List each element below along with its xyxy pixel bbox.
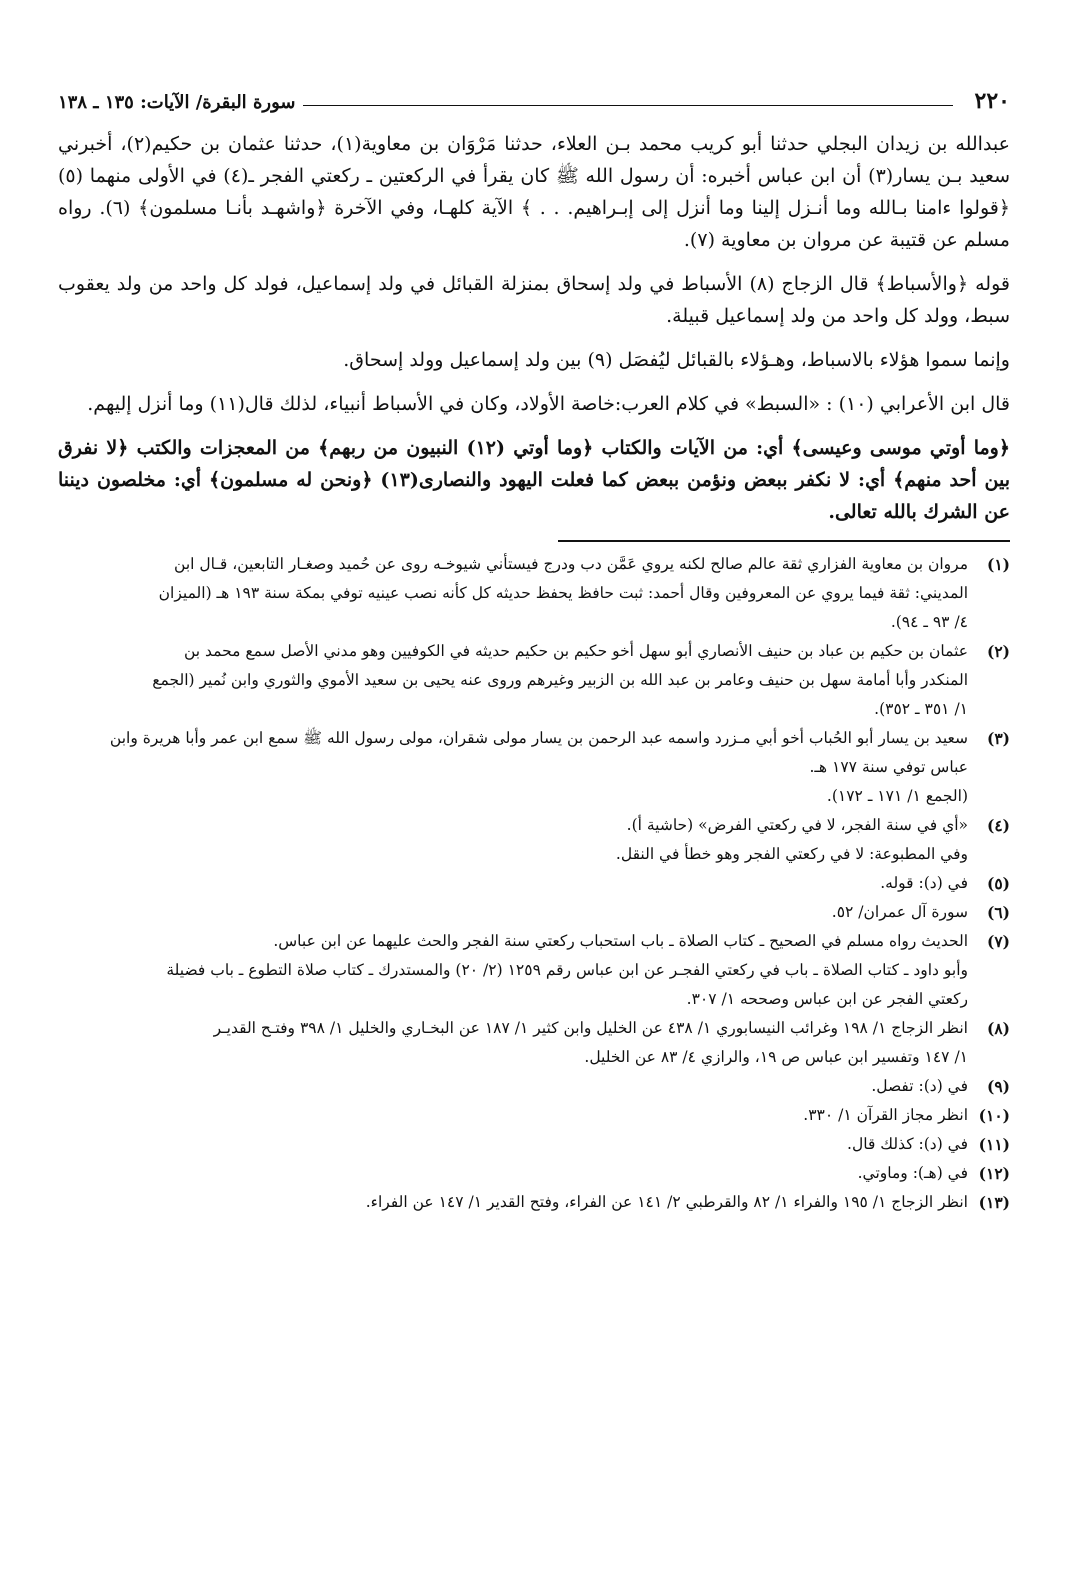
footnote-text <box>58 1188 968 1217</box>
paragraph-asbat-zajjaj: قوله ﴿والأسباط﴾ قال الزجاج (٨) الأسباط في ولد إسحاق بمنزلة القبائل في ولد إسماعيل، فولد كل واحد من ولد يعقوب سبط، وولد كل واحد من ولد إسماعيل قبيلة. <box>58 273 1010 327</box>
footnote-line: ركعتي الفجر عن ابن عباس وصححه ١/ ٣٠٧. <box>686 990 968 1008</box>
paragraph-tafsir-ayah: ﴿وما أوتي موسى وعيسى﴾ أي: من الآيات والكتاب ﴿وما أوتي (١٢) النبيون من ربهم﴾ من المعجزات والكتب ﴿لا نفرق بين أحد منهم﴾ أي: لا نكفر ببعض ونؤمن ببعض كما فعلت اليهود والنصارى(١٣) ﴿ونحن له مسلمون﴾ أي: مخلصون ديننا عن الشرك بالله تعالى. <box>58 437 1010 523</box>
footnote <box>58 811 1010 840</box>
footnote <box>58 1101 1010 1130</box>
footnote-text <box>58 869 968 898</box>
footnote-line: ٤/ ٩٣ ـ ٩٤). <box>890 613 968 631</box>
footnote-number: (٨) <box>986 1019 1010 1038</box>
footnote-number: (١) <box>986 555 1010 574</box>
footnote <box>58 927 1010 956</box>
footnote-line: وفي المطبوعة: لا في ركعتي الفجر وهو خطأ في النقل. <box>615 845 968 863</box>
footnote-text <box>58 1130 968 1159</box>
footnote-number: (٧) <box>986 932 1010 951</box>
footnote-number: (٩) <box>986 1077 1010 1096</box>
footnote-line: في (هـ): وماوتي. <box>857 1164 968 1182</box>
footnote-line: ١/ ٣٥١ ـ ٣٥٢). <box>874 700 968 718</box>
footnote-number: (٢) <box>986 642 1010 661</box>
footnote-line: الحديث رواه مسلم في الصحيح ـ كتاب الصلاة ـ باب استحباب ركعتي سنة الفجر والحث عليهما عن ابن عباس. <box>273 932 968 950</box>
footnote-text <box>58 637 968 724</box>
footnote <box>58 1130 1010 1159</box>
footnote-line: في (د): قوله. <box>880 874 968 892</box>
page-number: ٢٢٠ <box>974 88 1010 114</box>
footnote-number: (١٠) <box>978 1106 1010 1125</box>
footnote <box>58 1188 1010 1217</box>
footnote-line: «أي في سنة الفجر، لا في ركعتي الفرض» (حاشية أ). <box>626 816 968 834</box>
footnote-text <box>58 1159 968 1188</box>
footnote <box>58 724 1010 811</box>
footnote-text <box>58 811 968 840</box>
footnote-number: (٥) <box>986 874 1010 893</box>
footnote-text <box>58 927 968 956</box>
footnote-line: سعيد بن يسار أبو الحُباب أخو أبي مـزرد واسمه عبد الرحمن بن يسار مولى شقران، مولى رسول الله ﷺ سمع ابن عمر وأبا هريرة وابن <box>109 729 968 747</box>
footnote-line: ١/ ١٤٧ وتفسير ابن عباس ص ١٩، والرازي ٤/ ٨٣ عن الخليل. <box>584 1048 968 1066</box>
footnote-separator <box>558 540 1010 542</box>
footnote-number: (٤) <box>986 816 1010 835</box>
header-rule <box>303 105 952 106</box>
footnote-line: عثمان بن حكيم بن عباد بن حنيف الأنصاري أبو سهل أخو حكيم بن حكيم حديثه في الكوفيين وهو مدني الأصل سمع محمد بن <box>183 642 968 660</box>
main-text <box>58 128 1010 528</box>
footnote-number: (١١) <box>978 1135 1010 1154</box>
footnote-line: انظر الزجاج ١/ ١٩٨ وغرائب النيسابوري ١/ ٤٣٨ عن الخليل وابن كثير ١/ ١٨٧ عن البخـاري والخليل ١/ ٣٩٨ وفتـح القديـر <box>213 1019 968 1037</box>
footnote <box>58 1159 1010 1188</box>
footnote-number: (١٢) <box>978 1164 1010 1183</box>
footnote-line: انظر الزجاج ١/ ١٩٥ والفراء ١/ ٨٢ والقرطبي ٢/ ١٤١ عن الفراء، وفتح القدير ١/ ١٤٧ عن الفراء. <box>365 1193 968 1211</box>
footnote-number: (٦) <box>986 903 1010 922</box>
footnote-text <box>58 840 968 869</box>
footnote-line: عباس توفي سنة ١٧٧ هـ. <box>809 758 968 776</box>
footnote-line: المنكدر وأبا أمامة سهل بن حنيف وعامر بن عبد الله بن الزبير وغيرهم وروى عنه يحيى بن سعيد الأموي والثوري وابن نُمير (الجمع <box>152 671 968 689</box>
footnote-continuation <box>58 840 1010 869</box>
running-header <box>58 84 1010 112</box>
running-title: سورة البقرة/ الآيات: ١٣٥ ـ ١٣٨ <box>58 92 296 113</box>
footnote-number <box>968 840 1010 869</box>
footnote-line: مروان بن معاوية الفزاري ثقة عالم صالح لكنه يروي عَمَّن دب ودرج فيستأني شيوخـه روى عن حُميد وصغـار التابعين، قـال ابن <box>174 555 968 573</box>
footnote-continuation <box>58 956 1010 1014</box>
paragraph-hadith-chain: عبدالله بن زيدان البجلي حدثنا أبو كريب محمد بـن العلاء، حدثنا مَرْوَان بن معاوية(١)، حدثنا عثمان بن حكيم(٢)، أخبرني سعيد بـن يسار(٣) أن ابن عباس أخبره: أن رسول الله ﷺ كان يقرأ في الركعتين ـ ركعتي الفجر ـ(٤) في الأولى منهما (٥) ﴿قولوا ءامنا بـالله وما أنـزل إلينا وما أنزل إلى إبـراهيم. . . ﴾ الآية كلهـا، وفي الآخرة ﴿واشهـد بأنـا مسلمون﴾ (٦). رواه مسلم عن قتيبة عن مروان بن معاوية (٧). <box>58 133 1011 251</box>
footnote-line: وأبو داود ـ كتاب الصلاة ـ باب في ركعتي الفجـر عن ابن عباس رقم ١٢٥٩ (٢/ ٢٠) والمستدرك ـ كتاب صلاة التطوع ـ باب فضيلة <box>166 961 968 979</box>
footnote-text <box>58 1101 968 1130</box>
footnote-text <box>58 898 968 927</box>
footnote-line: سورة آل عمران/ ٥٢. <box>831 903 968 921</box>
footnote <box>58 1072 1010 1101</box>
footnote <box>58 550 1010 637</box>
footnote-number: (٣) <box>986 729 1010 748</box>
footnote-line: (الجمع ١/ ١٧١ ـ ١٧٢). <box>826 787 968 805</box>
footnote-line: في (د): كذلك قال. <box>847 1135 968 1153</box>
footnote-text <box>58 550 968 637</box>
footnote-line: انظر مجاز القرآن ١/ ٣٣٠. <box>803 1106 968 1124</box>
footnote-text <box>58 1072 968 1101</box>
footnote <box>58 869 1010 898</box>
footnote-text <box>58 1014 968 1072</box>
footnote-text <box>58 956 968 1014</box>
footnote <box>58 898 1010 927</box>
footnote-number: (١٣) <box>978 1193 1010 1212</box>
footnote-line: في (د): تفصل. <box>871 1077 968 1095</box>
footnote-number <box>968 956 1010 1014</box>
footnote <box>58 637 1010 724</box>
footnote-text <box>58 724 968 811</box>
paragraph-ibn-arabi: قال ابن الأعرابي (١٠) : «السبط» في كلام العرب:خاصة الأولاد، وكان في الأسباط أنبياء، لذلك قال(١١) وما أنزل إليهم. <box>87 393 1010 415</box>
paragraph-asbat-naming: وإنما سموا هؤلاء بالاسباط، وهـؤلاء بالقبائل ليُفصَل (٩) بين ولد إسماعيل وولد إسحاق. <box>343 349 1010 371</box>
footnote-line: المديني: ثقة فيما يروي عن المعروفين وقال أحمد: ثبت حافظ يحفظ حديثه كل كأنه نصب عينيه توفي بمكة سنة ١٩٣ هـ (الميزان <box>158 584 968 602</box>
footnote <box>58 1014 1010 1072</box>
footnotes <box>58 550 1010 1217</box>
